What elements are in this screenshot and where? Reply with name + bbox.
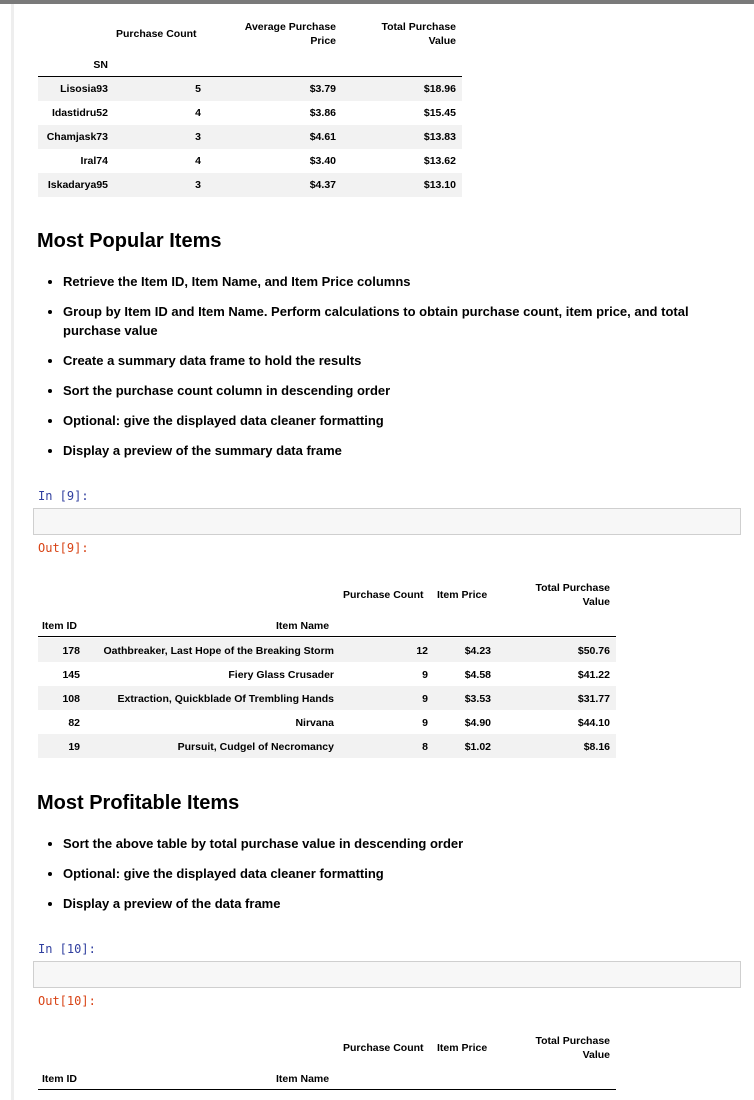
row-total-value: $15.45 (423, 107, 456, 119)
row-item-id: 145 (62, 669, 80, 681)
section-title-most-profitable-items: Most Profitable Items (37, 792, 240, 814)
window-top-border (0, 0, 754, 4)
row-total-value: $41.22 (577, 669, 610, 681)
cell-left-margin-rule (11, 4, 14, 1100)
row-average-price: $3.79 (309, 83, 336, 95)
row-purchase-count: 3 (195, 179, 201, 191)
index-header-item-id: Item ID (42, 620, 78, 632)
list-item: • Optional: give the displayed data cleaner formatting (63, 864, 713, 883)
column-header-average-purchase-price: Average Purchase Price (244, 21, 336, 47)
row-average-price: $3.40 (309, 155, 336, 167)
row-purchase-count: 9 (422, 669, 428, 681)
column-header-item-price: Item Price (437, 589, 488, 601)
column-header-total-purchase-value: Total Purchase Value (535, 1035, 610, 1061)
instructions-list-popular (30, 272, 713, 471)
list-item: • Display a preview of the summary data frame (63, 441, 713, 460)
row-purchase-count: 8 (422, 741, 428, 753)
instructions-list-profitable (30, 834, 713, 924)
row-total-value: $13.10 (423, 179, 456, 191)
list-item: • Group by Item ID and Item Name. Perform calculations to obtain purchase count, item price, and total purchase value (63, 302, 713, 340)
column-header-purchase-count: Purchase Count (343, 589, 424, 601)
code-cell-input-9[interactable] (33, 508, 741, 535)
list-item: • Create a summary data frame to hold the results (63, 351, 713, 370)
row-purchase-count: 5 (195, 83, 201, 95)
index-header-item-name: Item Name (276, 1073, 330, 1085)
list-item: • Retrieve the Item ID, Item Name, and Item Price columns (63, 272, 713, 291)
row-purchase-count: 4 (195, 155, 201, 167)
output-prompt-9: Out[9]: (38, 541, 89, 555)
row-item-name: Nirvana (295, 717, 334, 729)
row-total-value: $50.76 (577, 645, 610, 657)
header-underline (38, 636, 616, 637)
row-item-id: 178 (62, 645, 80, 657)
row-average-price: $4.61 (309, 131, 336, 143)
row-item-id: 82 (68, 717, 80, 729)
row-item-price: $3.53 (464, 693, 491, 705)
row-item-id: 108 (62, 693, 80, 705)
row-item-price: $4.23 (464, 645, 491, 657)
row-total-value: $31.77 (577, 693, 610, 705)
row-total-value: $13.62 (423, 155, 456, 167)
row-total-value: $13.83 (423, 131, 456, 143)
row-sn: Chamjask73 (46, 131, 108, 143)
input-prompt-10: In [10]: (38, 942, 96, 956)
header-underline (38, 1089, 616, 1090)
column-header-total-purchase-value: Total Purchase Value (535, 582, 610, 608)
column-header-total-purchase-value: Total Purchase Value (381, 21, 456, 47)
column-header-purchase-count: Purchase Count (116, 28, 197, 40)
row-item-price: $4.58 (464, 669, 491, 681)
row-item-name: Extraction, Quickblade Of Trembling Hands (117, 693, 334, 705)
column-header-item-price: Item Price (437, 1042, 488, 1054)
code-cell-input-10[interactable] (33, 961, 741, 988)
row-sn: Lisosia93 (60, 83, 108, 95)
output-prompt-10: Out[10]: (38, 994, 96, 1008)
row-sn: Iskadarya95 (47, 179, 108, 191)
row-purchase-count: 12 (416, 645, 428, 657)
row-total-value: $8.16 (583, 741, 610, 753)
index-header-item-name: Item Name (276, 620, 330, 632)
profitable-items-table (38, 1033, 616, 1100)
row-item-name: Pursuit, Cudgel of Necromancy (177, 741, 334, 753)
index-header-sn: SN (93, 59, 108, 71)
row-item-id: 19 (68, 741, 80, 753)
row-purchase-count: 3 (195, 131, 201, 143)
row-average-price: $4.37 (309, 179, 336, 191)
list-item: • Sort the purchase count column in descending order (63, 381, 713, 400)
row-item-name: Fiery Glass Crusader (228, 669, 334, 681)
list-item: • Optional: give the displayed data cleaner formatting (63, 411, 713, 430)
input-prompt-9: In [9]: (38, 489, 89, 503)
row-purchase-count: 4 (195, 107, 201, 119)
row-total-value: $18.96 (423, 83, 456, 95)
row-average-price: $3.86 (309, 107, 336, 119)
index-header-item-id: Item ID (42, 1073, 78, 1085)
list-item: • Sort the above table by total purchase value in descending order (63, 834, 713, 853)
popular-items-table (38, 580, 616, 762)
column-header-purchase-count: Purchase Count (343, 1042, 424, 1054)
top-spenders-table (38, 18, 462, 200)
row-purchase-count: 9 (422, 693, 428, 705)
list-item: • Display a preview of the data frame (63, 894, 713, 913)
row-sn: Iral74 (80, 155, 108, 167)
row-item-price: $4.90 (464, 717, 491, 729)
row-item-name: Oathbreaker, Last Hope of the Breaking Storm (103, 645, 334, 657)
row-sn: Idastidru52 (51, 107, 108, 119)
section-title-most-popular-items: Most Popular Items (37, 230, 222, 252)
row-item-price: $1.02 (464, 741, 491, 753)
row-purchase-count: 9 (422, 717, 428, 729)
row-total-value: $44.10 (577, 717, 610, 729)
